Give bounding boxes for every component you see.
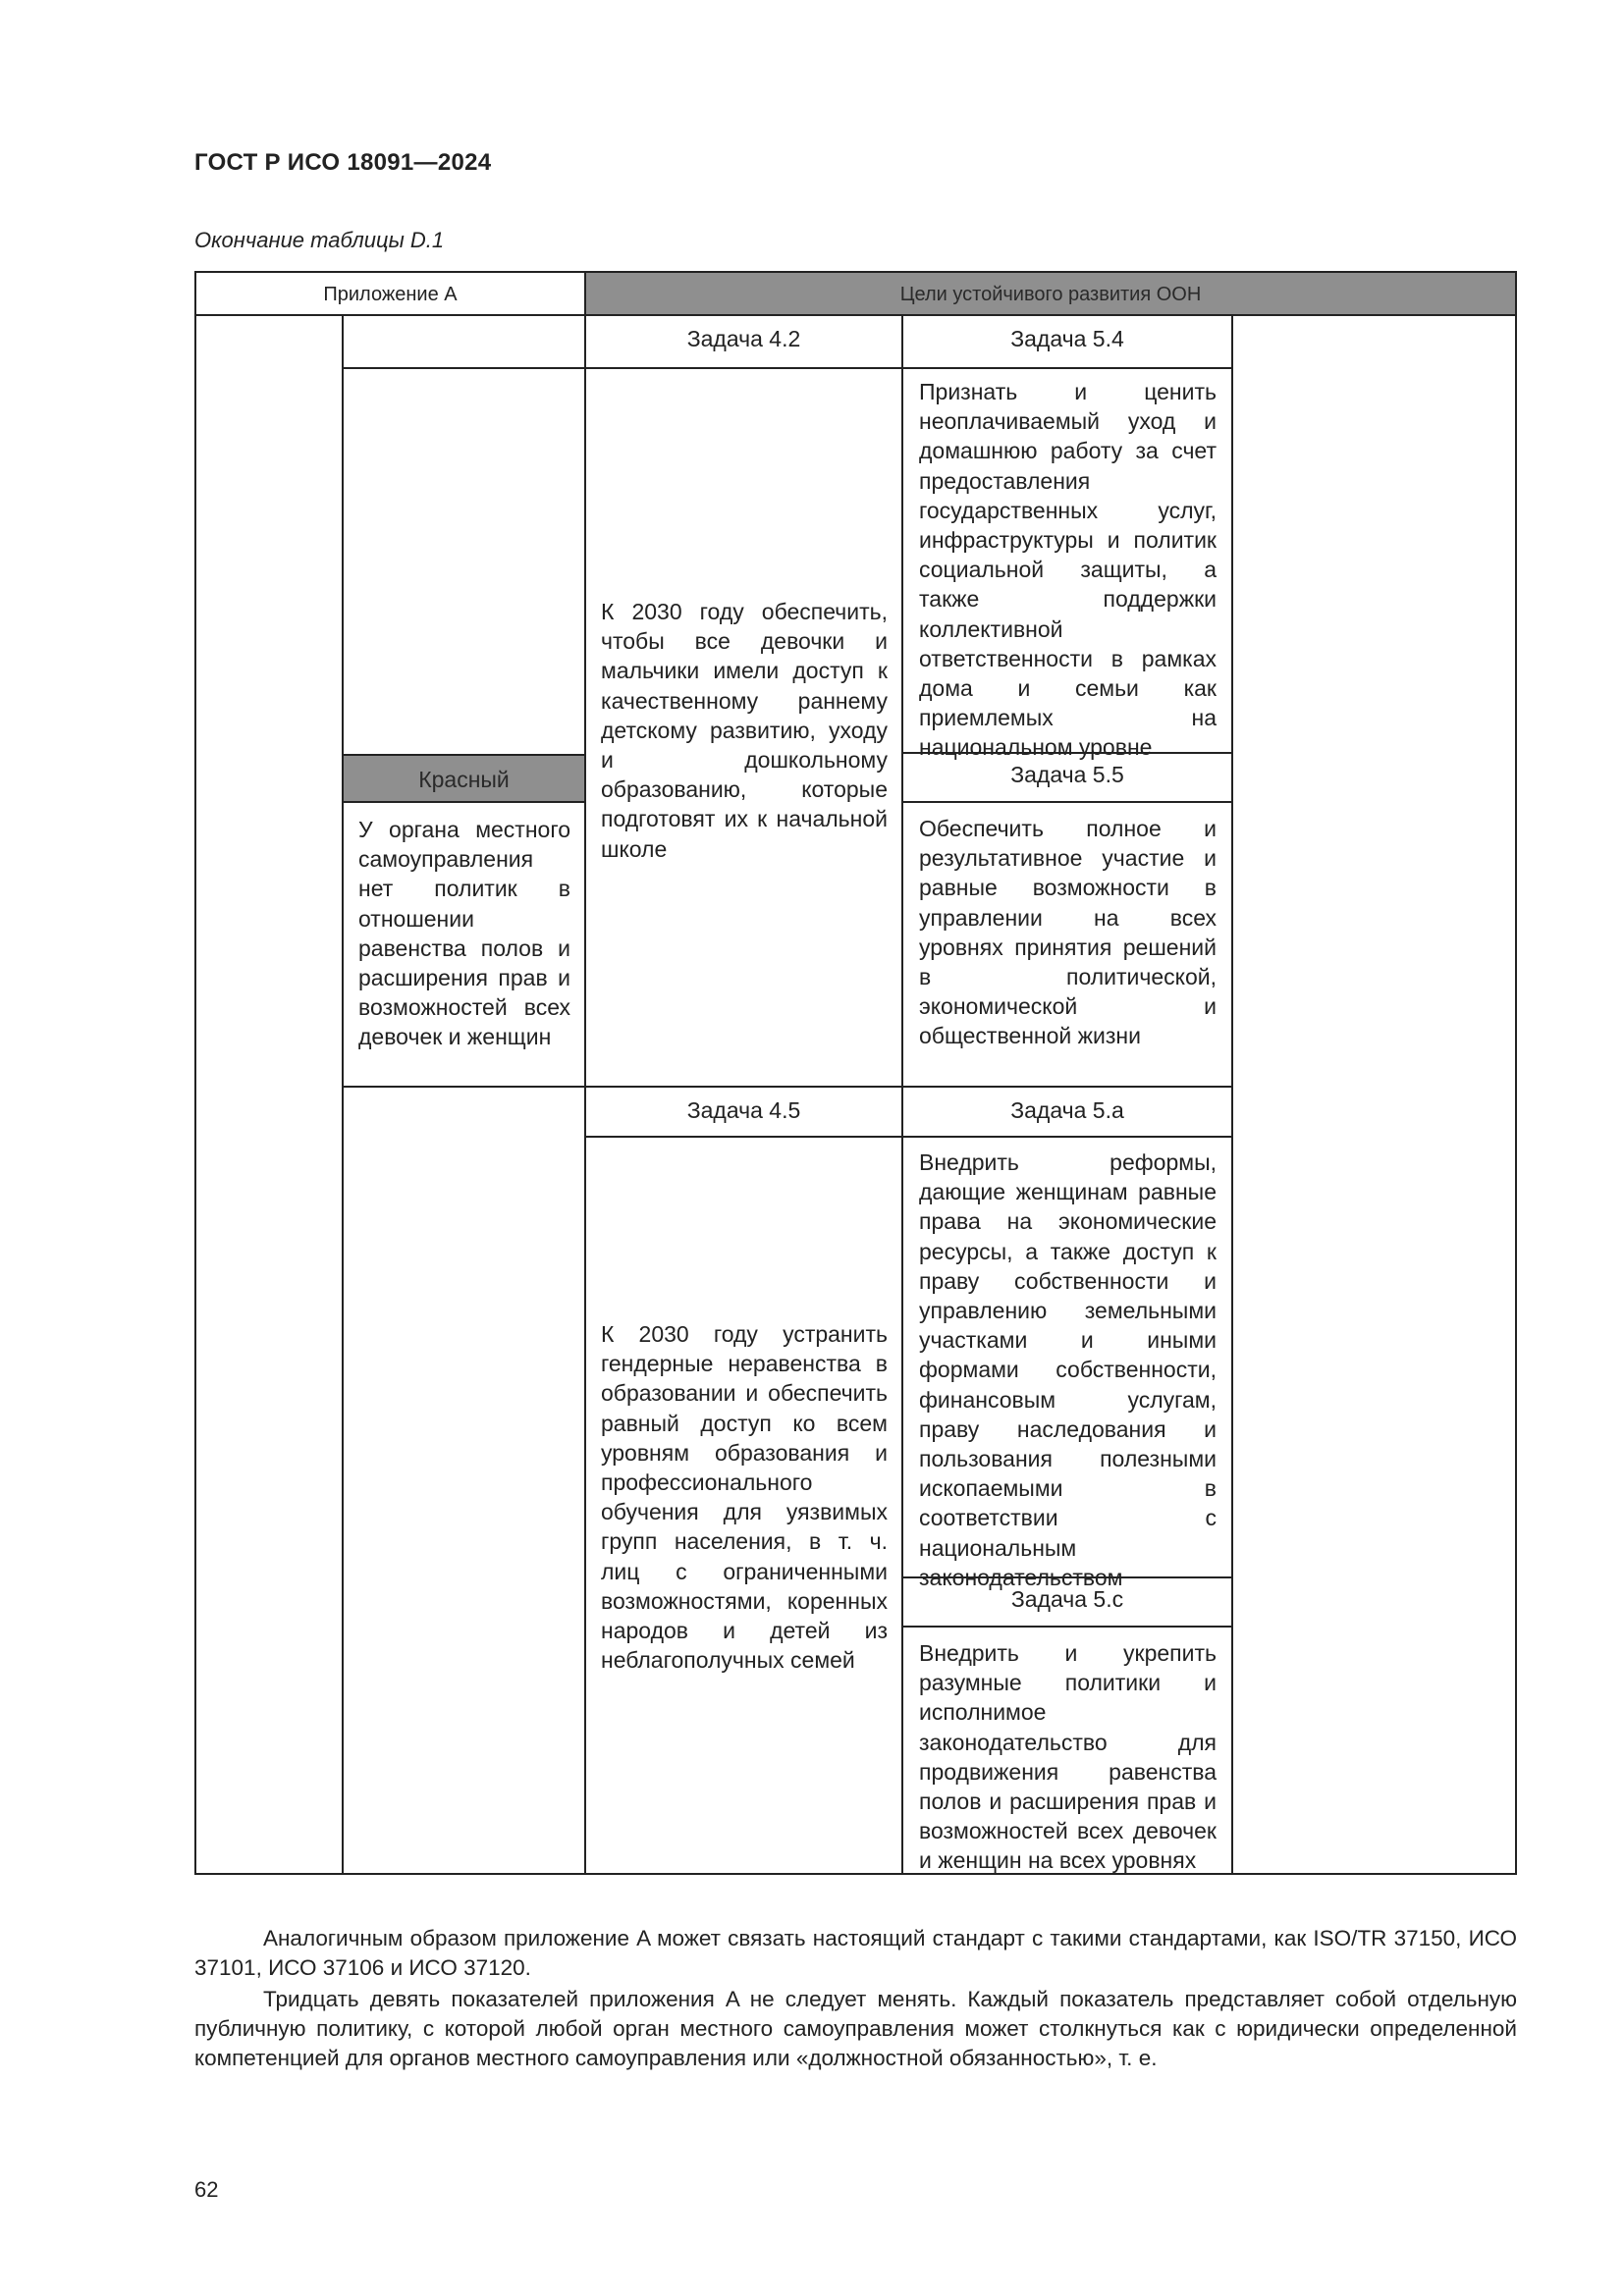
- table-d1: [194, 271, 1517, 1875]
- row-divider-d: [342, 1086, 1233, 1088]
- task-5-c-title: Задача 5.c: [1010, 1586, 1124, 1612]
- task-4-2-title: Задача 4.2: [686, 326, 801, 351]
- document-header: ГОСТ Р ИСО 18091—2024: [194, 149, 492, 176]
- row-divider-e: [584, 1136, 1233, 1138]
- task-4-5-text: К 2030 году устранить гендерные неравенства в образовании и обеспечить равный доступ ко всем уровням образования и профессионального обучения для уязвимых групп населения, в т. ч. лиц с ограниченными возможностями, коренных народов и детей из неблагополучных семей: [601, 1321, 888, 1674]
- row-divider-a: [342, 367, 1233, 369]
- col-divider-4: [1231, 316, 1233, 1875]
- red-status-text: У органа местного самоуправления нет политик в отношении равенства полов и расширения прав и возможностей всех девочек и женщин: [358, 817, 570, 1050]
- task-4-5-title: Задача 4.5: [686, 1097, 801, 1123]
- task-5-a-text: Внедрить реформы, дающие женщинам равные права на экономические ресурсы, а также доступ к праву собственности и управлению земельными участками и иными формами собственности, финансовым услугам, праву наследования и пользования полезными ископаемыми в соответствии с национальным законодательством: [919, 1149, 1217, 1590]
- red-label-bottom: [342, 801, 586, 803]
- table-head-annex-a: Приложение A: [196, 273, 584, 316]
- row-divider-g: [901, 1626, 1233, 1628]
- table-caption: Окончание таблицы D.1: [194, 228, 445, 252]
- row-divider-c: [901, 801, 1233, 803]
- task-5-a-title: Задача 5.a: [1010, 1097, 1124, 1123]
- paragraph-1: Аналогичным образом приложение A может связать настоящий стандарт с такими стандартами, как ISO/TR 37150, ИСО 37101, ИСО 37106 и ИСО 37120.: [194, 1926, 1517, 1980]
- task-5-4-text: Признать и ценить неоплачиваемый уход и домашнюю работу за счет предоставления государственных услуг, инфраструктуры и политик социальной защиты, а также поддержки коллективной ответственности в рамках дома и семьи как приемлемых на национальном уровне: [919, 379, 1217, 761]
- red-label-top: [342, 754, 586, 756]
- task-5-5-title: Задача 5.5: [1010, 762, 1124, 787]
- col-divider-1: [342, 316, 344, 1875]
- table-head-sdg: Цели устойчивого развития ООН: [584, 273, 1515, 316]
- task-5-5-text: Обеспечить полное и результативное участие и равные возможности в управлении на всех уровнях принятия решений в политической, экономической и общественной жизни: [919, 816, 1217, 1049]
- paragraph-2: Тридцать девять показателей приложения A не следует менять. Каждый показатель представляет собой отдельную публичную политику, с которой любой орган местного самоуправления может столкнуться как с юридически определенной компетенцией для органов местного самоуправления или «должностной обязанностью», т. е.: [194, 1987, 1517, 2070]
- task-5-c-text: Внедрить и укрепить разумные политики и исполнимое законодательство для продвижения равенства полов и расширения прав и возможностей всех девочек и женщин на всех уровнях: [919, 1640, 1217, 1874]
- col-divider-3: [901, 316, 903, 1875]
- red-status-label: Красный: [344, 756, 584, 803]
- page-number: 62: [194, 2177, 219, 2202]
- task-5-4-title: Задача 5.4: [1010, 326, 1124, 351]
- col-divider-2: [584, 316, 586, 1875]
- task-4-2-text: К 2030 году обеспечить, чтобы все девочки и мальчики имели доступ к качественному раннему детскому развитию, уходу и дошкольному образованию, которые подготовят их к начальной школе: [601, 599, 888, 862]
